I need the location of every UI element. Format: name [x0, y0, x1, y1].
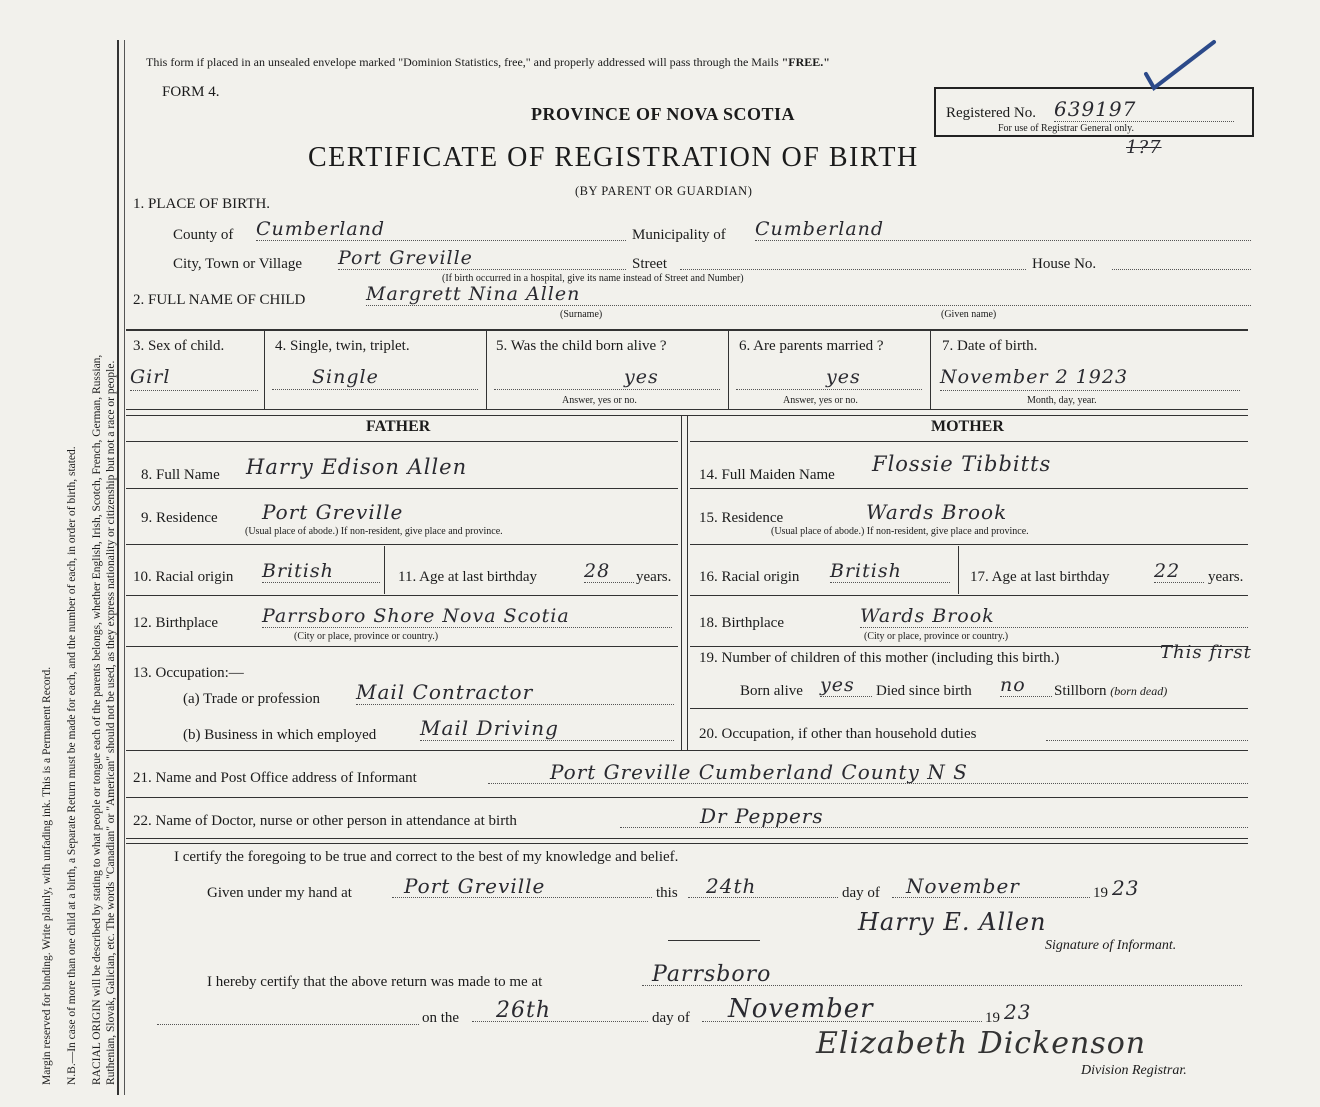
registrar-year-value: 23	[1004, 1000, 1032, 1024]
plurality-label: 4. Single, twin, triplet.	[275, 338, 410, 354]
certify-year-prefix: 19	[1093, 885, 1108, 901]
rule	[126, 646, 678, 647]
died-since-birth-label: Died since birth	[876, 683, 972, 699]
house-label: House No.	[1032, 256, 1097, 272]
rule	[687, 415, 688, 750]
child-name-value: Margrett Nina Allen	[366, 283, 1251, 306]
registrar-on-the-label: on the	[422, 1010, 460, 1026]
given-place-value: Port Greville	[392, 874, 652, 898]
rule	[690, 708, 1248, 709]
rule	[126, 843, 1248, 844]
registrar-note: For use of Registrar General only.	[998, 123, 1134, 134]
father-residence-label: 9. Residence	[141, 510, 218, 526]
mother-occupation-field	[1046, 718, 1248, 741]
mother-children-value: This first	[1160, 642, 1252, 663]
checkmark-icon	[1140, 36, 1220, 96]
rule	[126, 797, 1248, 798]
mother-age-value: 22	[1154, 560, 1204, 583]
rule	[728, 330, 729, 409]
born-alive-note: Answer, yes or no.	[562, 395, 637, 406]
mother-age-unit: years.	[1208, 569, 1244, 585]
registered-label: Registered No.	[946, 105, 1036, 121]
date-of-birth-note: Month, day, year.	[1027, 395, 1097, 406]
certificate-subtitle: (BY PARENT OR GUARDIAN)	[575, 184, 753, 198]
rule	[126, 750, 1248, 751]
registrar-leader-line	[157, 1004, 419, 1025]
born-alive-count-label: Born alive	[740, 683, 803, 699]
date-of-birth-label: 7. Date of birth.	[942, 338, 1038, 354]
stamp-mark: 1?7	[1126, 137, 1162, 158]
mother-occupation-label: 20. Occupation, if other than household duties	[699, 726, 977, 742]
certificate-title: CERTIFICATE OF REGISTRATION OF BIRTH	[308, 142, 919, 173]
rule	[958, 546, 959, 594]
registrar-day-value: 26th	[472, 998, 648, 1022]
sex-value: Girl	[130, 366, 258, 391]
father-birthplace-value: Parrsboro Shore Nova Scotia	[262, 605, 672, 628]
certify-year-value: 23	[1112, 876, 1140, 900]
father-racial-value: British	[262, 560, 380, 583]
father-birthplace-label: 12. Birthplace	[133, 615, 218, 631]
rule	[668, 940, 760, 941]
rule	[264, 330, 265, 409]
date-of-birth-value: November 2 1923	[940, 366, 1240, 391]
hospital-note: (If birth occurred in a hospital, give its name instead of Street and Number)	[442, 273, 744, 284]
street-field	[680, 247, 1026, 270]
parents-married-value: yes	[736, 366, 922, 390]
this-label: this	[656, 885, 678, 901]
mother-heading: MOTHER	[931, 418, 1004, 435]
father-name-value: Harry Edison Allen	[246, 455, 468, 479]
certify-day-of-label: day of	[842, 885, 880, 901]
mother-residence-note: (Usual place of abode.) If non-resident, give place and province.	[771, 526, 1029, 537]
certify-statement: I certify the foregoing to be true and correct to the best of my knowledge and belief.	[174, 849, 679, 865]
given-name-note: (Given name)	[941, 309, 997, 320]
informant-label: 21. Name and Post Office address of Informant	[133, 770, 417, 786]
father-residence-note: (Usual place of abode.) If non-resident, give place and province.	[245, 526, 503, 537]
rule	[126, 838, 1248, 839]
rule	[126, 329, 1248, 331]
parents-married-note: Answer, yes or no.	[783, 395, 858, 406]
rule	[690, 441, 1248, 442]
plurality-value: Single	[272, 366, 478, 390]
rule	[930, 330, 931, 409]
father-heading: FATHER	[366, 418, 431, 435]
mail-notice: This form if placed in an unsealed envelope marked "Dominion Statistics, free," and properly addressed will pass through the Mails "FREE."	[146, 55, 830, 69]
father-business-value: Mail Driving	[420, 716, 674, 741]
city-label: City, Town or Village	[173, 256, 303, 272]
father-racial-label: 10. Racial origin	[133, 569, 234, 585]
margin-note-line-4: Ruthenian, Slovak, Galician, etc. The words "Canadian" or "American" should not be used, as they express nationality or citizenship but not a race or people.	[105, 360, 117, 1085]
registrar-place-value: Parrsboro	[642, 962, 1242, 986]
province-heading: PROVINCE OF NOVA SCOTIA	[531, 104, 796, 124]
stillborn-label	[1054, 683, 1167, 700]
registered-number: 639197	[1054, 97, 1234, 122]
father-age-label: 11. Age at last birthday	[398, 569, 537, 585]
rule	[126, 544, 678, 545]
place-of-birth-heading: 1. PLACE OF BIRTH.	[133, 196, 271, 212]
father-business-label: (b) Business in which employed	[183, 727, 377, 743]
registrar-statement: I hereby certify that the above return was made to me at	[207, 974, 543, 990]
mother-children-label: 19. Number of children of this mother (including this birth.)	[699, 650, 1060, 666]
born-alive-count-value: yes	[820, 674, 872, 697]
margin-note-line-3: RACIAL ORIGIN will be described by stating to what people or tongue each of the parents belongs, whether English, Irish, Scotch, French, German, Russian,	[91, 354, 103, 1085]
rule	[690, 488, 1248, 489]
rule	[126, 441, 678, 442]
rule	[486, 330, 487, 409]
rule	[690, 544, 1248, 545]
father-trade-label: (a) Trade or profession	[183, 691, 321, 707]
certify-month-value: November	[892, 874, 1090, 898]
informant-signature: Harry E. Allen	[858, 908, 1047, 936]
father-occupation-label: 13. Occupation:—	[133, 665, 244, 681]
registrar-day-of-label: day of	[652, 1010, 690, 1026]
born-alive-label: 5. Was the child born alive ?	[496, 338, 667, 354]
margin-rule-inner	[124, 40, 125, 1095]
house-field	[1112, 247, 1251, 270]
city-value: Port Greville	[338, 247, 626, 270]
informant-value: Port Greville Cumberland County N S	[488, 760, 1248, 784]
margin-notes	[40, 355, 118, 1085]
margin-note-line-2: N.B.—In case of more than one child at a birth, a Separate Return must be made for each, and the number of each, in order of birth, stated.	[66, 446, 78, 1085]
mother-racial-value: British	[830, 560, 950, 583]
county-label: County of	[173, 227, 234, 243]
sex-label: 3. Sex of child.	[133, 338, 225, 354]
rule	[126, 488, 678, 489]
rule	[690, 595, 1248, 596]
mother-age-label: 17. Age at last birthday	[970, 569, 1110, 585]
mother-racial-label: 16. Racial origin	[699, 569, 800, 585]
parents-married-label: 6. Are parents married ?	[739, 338, 884, 354]
street-label: Street	[632, 256, 667, 272]
surname-note: (Surname)	[560, 309, 603, 320]
given-label: Given under my hand at	[207, 885, 352, 901]
certify-day-value: 24th	[688, 874, 838, 898]
mother-name-value: Flossie Tibbitts	[872, 452, 1052, 476]
margin-rule	[117, 40, 119, 1095]
born-alive-value: yes	[494, 366, 720, 390]
informant-signature-caption: Signature of Informant.	[1045, 938, 1177, 953]
county-value: Cumberland	[256, 218, 626, 241]
mother-residence-value: Wards Brook	[866, 500, 1008, 524]
father-name-label: 8. Full Name	[141, 467, 220, 483]
stillborn-label-text: Stillborn	[1054, 683, 1107, 699]
registrar-signature: Elizabeth Dickenson	[816, 1026, 1147, 1061]
mother-name-label: 14. Full Maiden Name	[699, 467, 835, 483]
doctor-value: Dr Peppers	[620, 804, 1248, 828]
rule	[126, 595, 678, 596]
mother-birthplace-value: Wards Brook	[860, 605, 1248, 628]
rule	[681, 415, 682, 750]
mother-birthplace-label: 18. Birthplace	[699, 615, 784, 631]
municipality-label: Municipality of	[632, 227, 726, 243]
registrar-year-prefix: 19	[985, 1010, 1000, 1026]
doctor-label: 22. Name of Doctor, nurse or other person in attendance at birth	[133, 813, 517, 829]
margin-note-line-1: Margin reserved for binding. Write plainly, with unfading ink. This is a Permanent Record.	[41, 666, 53, 1085]
child-name-label: 2. FULL NAME OF CHILD	[133, 292, 306, 308]
father-trade-value: Mail Contractor	[356, 680, 674, 705]
father-residence-value: Port Greville	[262, 500, 404, 524]
mother-residence-label: 15. Residence	[699, 510, 784, 526]
registrar-month-value: November	[702, 994, 982, 1022]
rule	[126, 409, 1248, 410]
rule	[384, 546, 385, 594]
died-since-birth-value: no	[1000, 674, 1052, 697]
mother-birthplace-note: (City or place, province or country.)	[864, 631, 1009, 642]
registrar-caption: Division Registrar.	[1081, 1063, 1187, 1078]
father-birthplace-note: (City or place, province or country.)	[294, 631, 439, 642]
father-age-value: 28	[584, 560, 634, 583]
father-age-unit: years.	[636, 569, 672, 585]
municipality-value: Cumberland	[755, 218, 1251, 241]
form-number: FORM 4.	[162, 84, 220, 100]
stillborn-note: (born dead)	[1110, 684, 1168, 698]
